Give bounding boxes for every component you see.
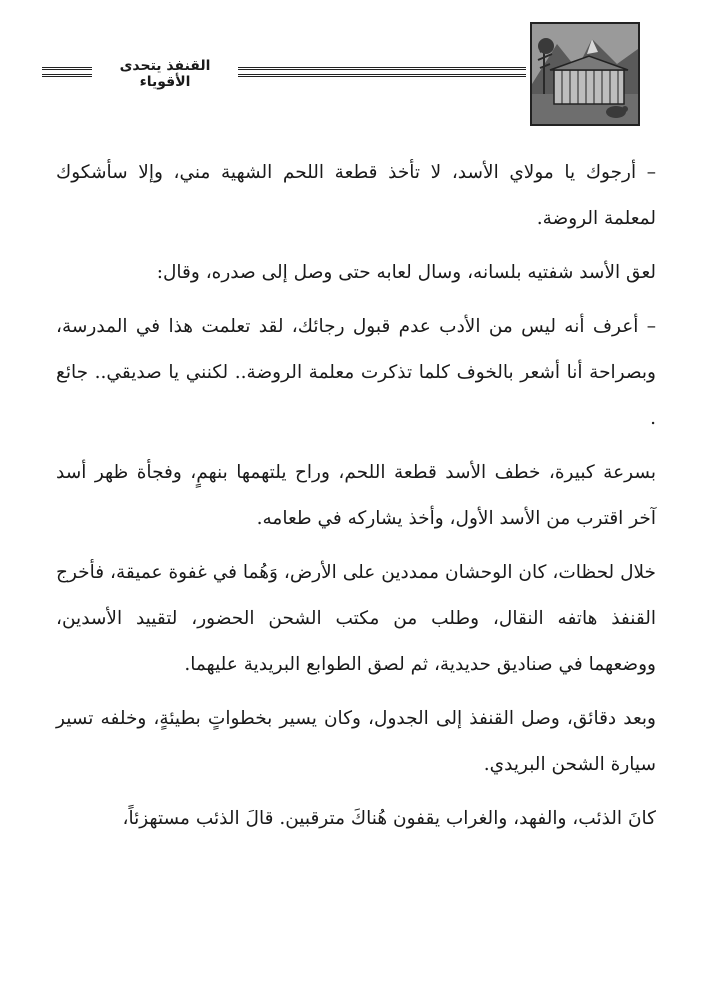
header-rule-left [42,67,92,77]
paragraph-2: لعق الأسد شفتيه بلسانه، وسال لعابه حتى وصل إلى صدره، وقال: [156,262,656,283]
paragraph-7: كانَ الذئب، والفهد، والغراب يقفون هُناكَ مترقبين. قالَ الذئب مستهزئاً، [122,808,656,829]
page-header [0,0,720,140]
paragraph-1: – أرجوك يا مولاي الأسد، لا تأخذ قطعة اللحم الشهية مني، وإلا سأشكوك لمعلمة الروضة. [56,162,656,229]
paragraph-6: وبعد دقائق، وصل القنفذ إلى الجدول، وكان يسير بخطواتٍ بطيئةٍ، وخلفه تسير سيارة الشحن البريدي. [56,708,656,775]
running-title: القنفذ يتحدى الأقوياء [119,58,211,90]
paragraph-5: خلال لحظات، كان الوحشان ممددين على الأرض، وَهُما في غفوة عميقة، فأخرج القنفذ هاتفه النقال، وطلب من مكتب الشحن الحضور، لتقييد الأسدين، ووضعهما في صناديق حديدية، ثم لصق الطوابع البريدية عليهما. [56,562,656,675]
page-body [56,150,656,850]
paragraph-3: – أعرف أنه ليس من الأدب عدم قبول رجائك، لقد تعلمت هذا في المدرسة، وبصراحة أنا أشعر بالخوف كلما تذكرت معلمة الروضة.. لكنني يا صديقي.. جائع . [56,316,656,429]
zoo-cage-illustration-icon [530,22,640,126]
header-rule-right [238,67,526,77]
paragraph-4: بسرعة كبيرة، خطف الأسد قطعة اللحم، وراح يلتهمها بنهمٍ، وفجأة ظهر أسد آخر اقترب من الأسد الأول، وأخذ يشاركه في طعامه. [56,462,656,529]
